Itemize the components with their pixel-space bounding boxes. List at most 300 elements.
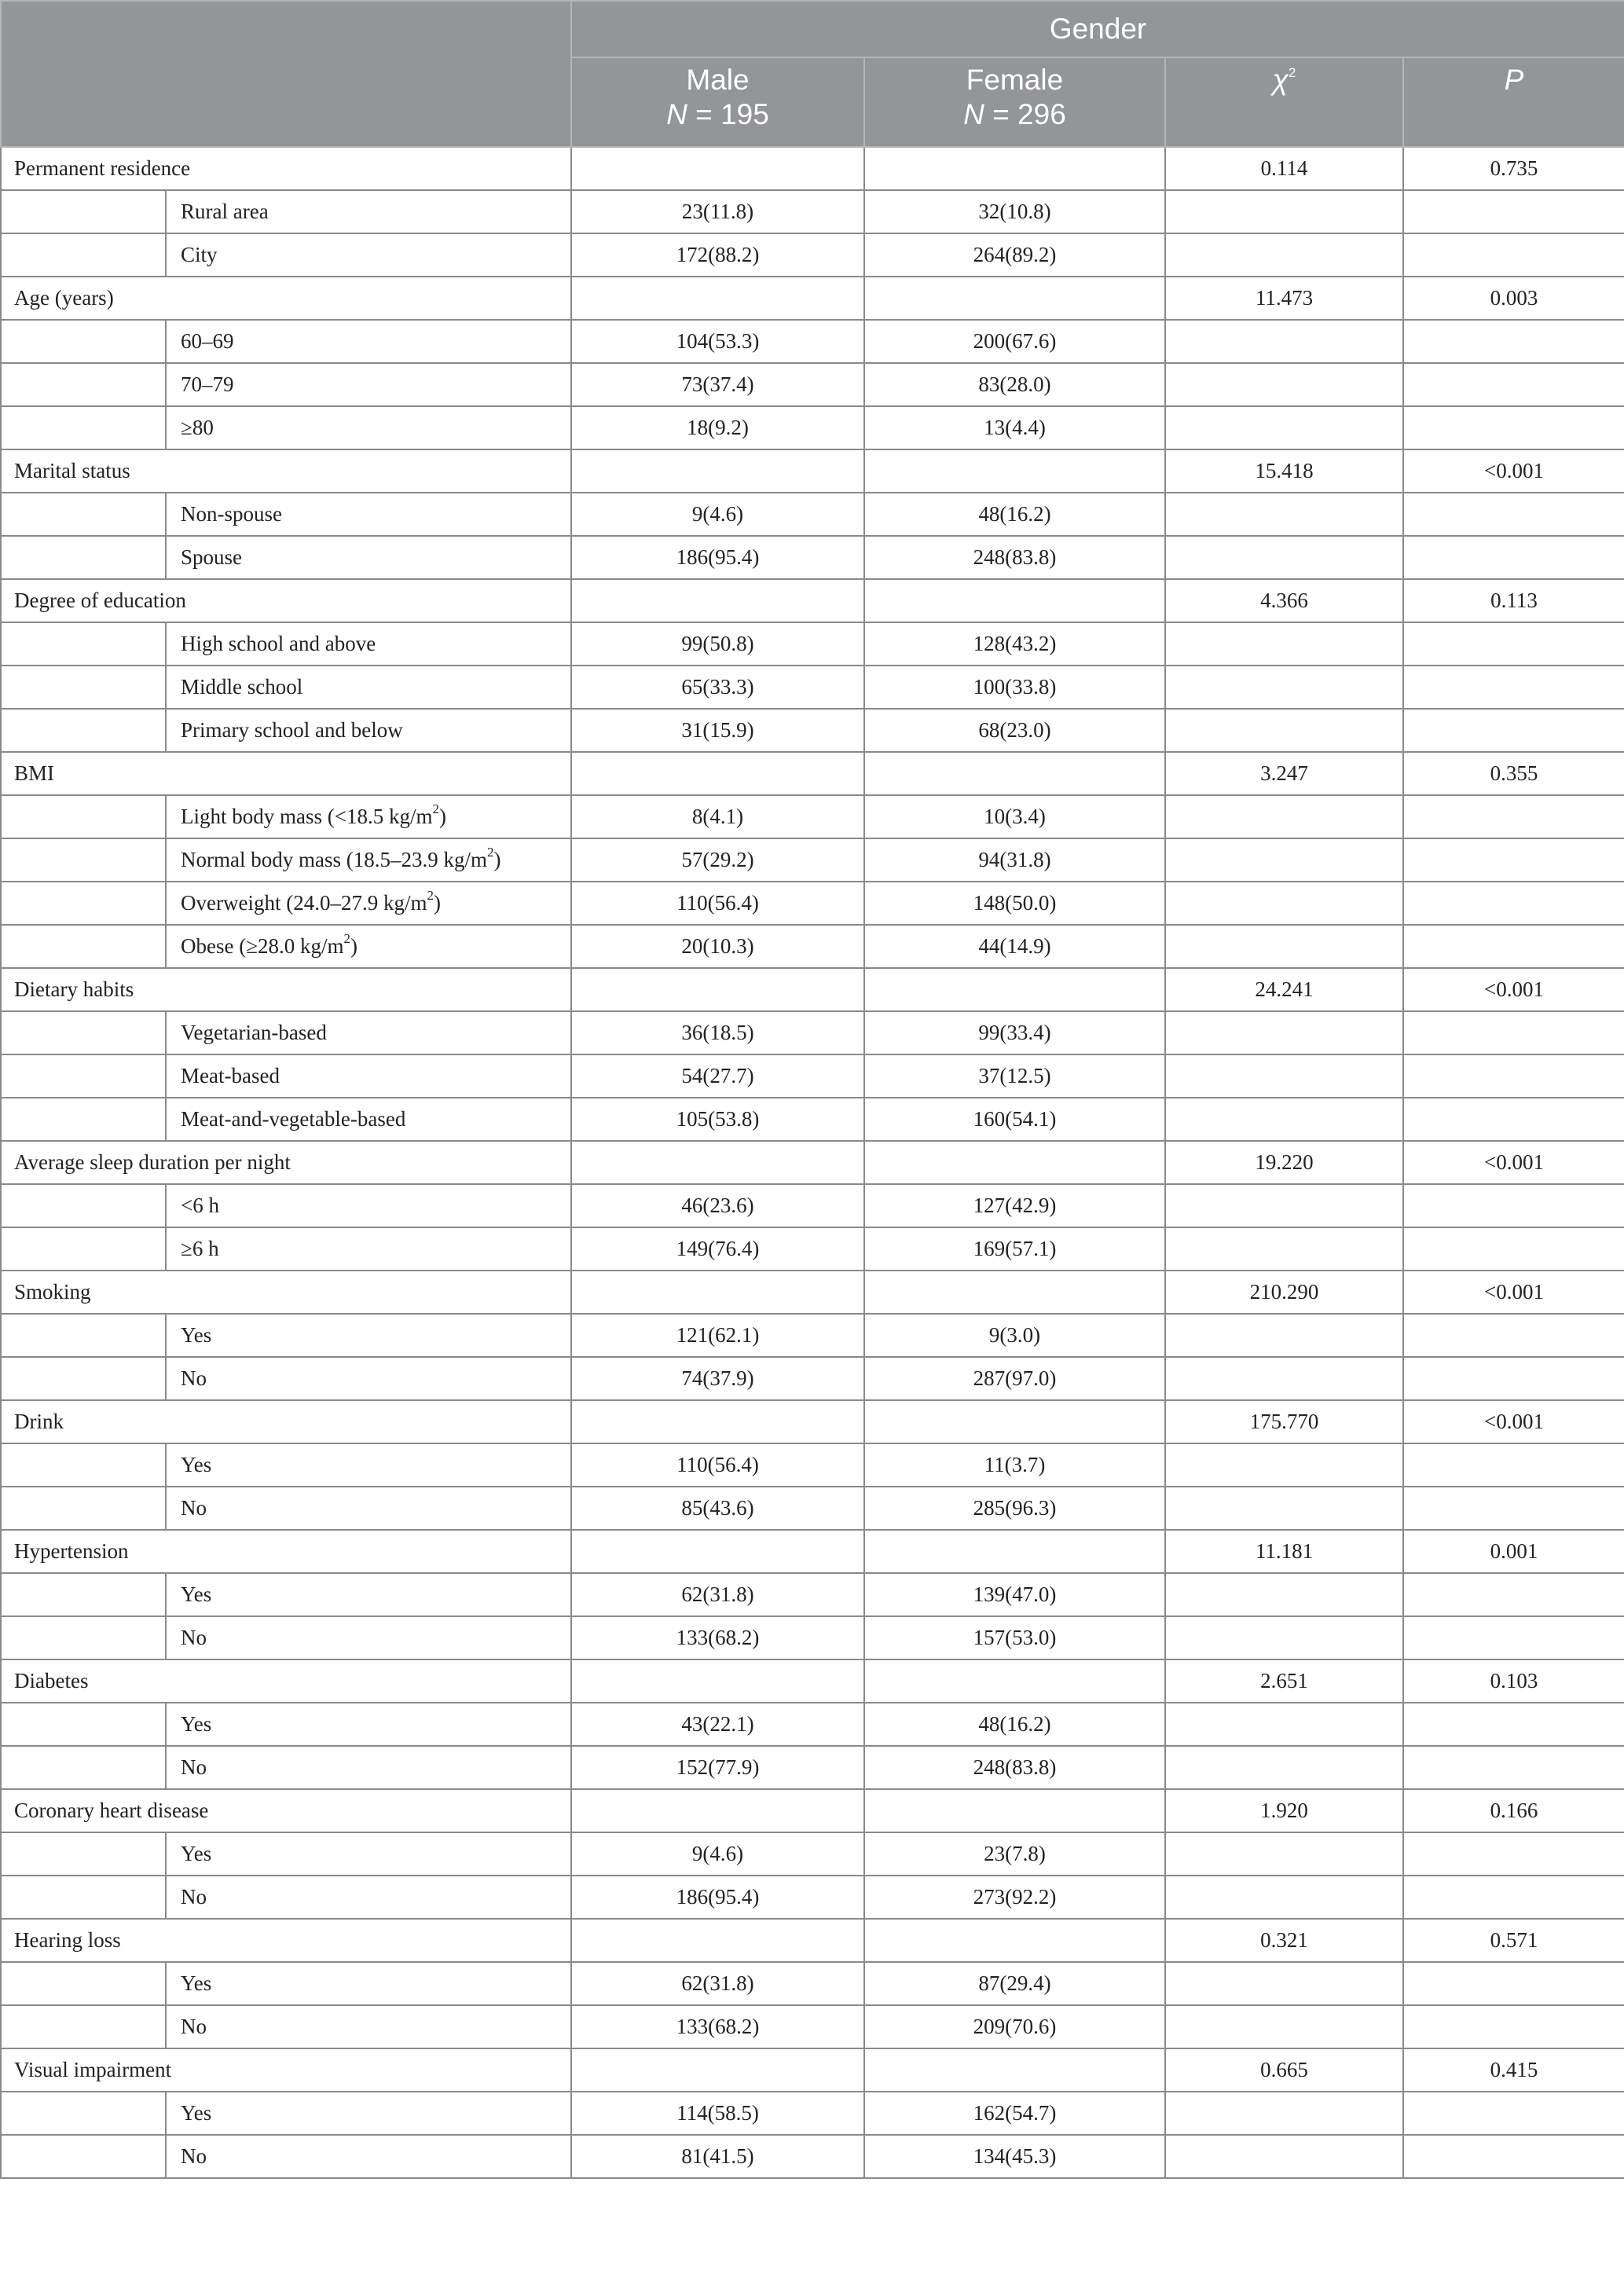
chi-square-value: 210.290 bbox=[1165, 1271, 1403, 1314]
male-count: 85(43.6) bbox=[571, 1487, 864, 1530]
category-label bbox=[166, 1487, 571, 1530]
p-value: <0.001 bbox=[1403, 449, 1624, 493]
chi-square-empty bbox=[1165, 1357, 1403, 1400]
category-row bbox=[1, 363, 1624, 406]
female-count: 87(29.4) bbox=[864, 1962, 1165, 2005]
female-cell-empty bbox=[864, 1141, 1165, 1184]
indent-cell bbox=[1, 1054, 166, 1098]
chi-square-value: 4.366 bbox=[1165, 579, 1403, 622]
p-value: <0.001 bbox=[1403, 1141, 1624, 1184]
female-count: 248(83.8) bbox=[864, 536, 1165, 579]
chi-square-empty bbox=[1165, 1832, 1403, 1876]
indent-cell bbox=[1, 925, 166, 968]
category-label-sup: 2 bbox=[432, 801, 439, 816]
female-count: 273(92.2) bbox=[864, 1876, 1165, 1919]
male-cell-empty bbox=[571, 1530, 864, 1573]
male-cell-empty bbox=[571, 147, 864, 190]
female-count: 37(12.5) bbox=[864, 1054, 1165, 1098]
category-label bbox=[166, 666, 571, 709]
variable-label: Coronary heart disease bbox=[1, 1789, 571, 1832]
category-label-text: 60–69 bbox=[181, 329, 234, 353]
female-count: 48(16.2) bbox=[864, 1703, 1165, 1746]
header-chi-sup: 2 bbox=[1288, 64, 1296, 80]
indent-cell bbox=[1, 1314, 166, 1357]
category-row bbox=[1, 1227, 1624, 1271]
p-value-empty bbox=[1403, 1573, 1624, 1616]
chi-square-empty bbox=[1165, 838, 1403, 882]
category-label-text: Yes bbox=[181, 1582, 212, 1606]
category-label bbox=[166, 1616, 571, 1659]
variable-row bbox=[1, 277, 1624, 320]
category-row bbox=[1, 1962, 1624, 2005]
indent-cell bbox=[1, 1227, 166, 1271]
category-label-text: No bbox=[181, 2144, 207, 2168]
male-count: 23(11.8) bbox=[571, 190, 864, 233]
table-header bbox=[1, 1, 1624, 147]
header-row-group bbox=[1, 1, 1624, 57]
male-cell-empty bbox=[571, 1400, 864, 1443]
male-count: 9(4.6) bbox=[571, 1832, 864, 1876]
p-value-empty bbox=[1403, 2005, 1624, 2048]
p-value-empty bbox=[1403, 1876, 1624, 1919]
chi-square-value: 11.473 bbox=[1165, 277, 1403, 320]
category-label-text: Yes bbox=[181, 1453, 212, 1476]
category-label-sup: 2 bbox=[427, 888, 434, 903]
category-label bbox=[166, 1357, 571, 1400]
female-count: 127(42.9) bbox=[864, 1184, 1165, 1227]
p-value-empty bbox=[1403, 1054, 1624, 1098]
p-value-empty bbox=[1403, 233, 1624, 277]
p-value: 0.113 bbox=[1403, 579, 1624, 622]
p-value-empty bbox=[1403, 493, 1624, 536]
indent-cell bbox=[1, 2092, 166, 2135]
chi-square-value: 19.220 bbox=[1165, 1141, 1403, 1184]
indent-cell bbox=[1, 1443, 166, 1487]
p-value-empty bbox=[1403, 1746, 1624, 1789]
male-cell-empty bbox=[571, 752, 864, 795]
female-count: 128(43.2) bbox=[864, 622, 1165, 666]
category-label bbox=[166, 1184, 571, 1227]
header-blank-cell bbox=[1, 1, 571, 147]
female-cell-empty bbox=[864, 1400, 1165, 1443]
category-label bbox=[166, 838, 571, 882]
category-row bbox=[1, 1314, 1624, 1357]
category-row bbox=[1, 1184, 1624, 1227]
chi-square-value: 15.418 bbox=[1165, 449, 1403, 493]
category-row bbox=[1, 1573, 1624, 1616]
chi-square-empty bbox=[1165, 190, 1403, 233]
chi-square-empty bbox=[1165, 666, 1403, 709]
indent-cell bbox=[1, 795, 166, 838]
p-value-empty bbox=[1403, 1098, 1624, 1141]
female-cell-empty bbox=[864, 449, 1165, 493]
category-label-text: Rural area bbox=[181, 200, 269, 223]
variable-label: Visual impairment bbox=[1, 2048, 571, 2092]
p-value: 0.415 bbox=[1403, 2048, 1624, 2092]
indent-cell bbox=[1, 882, 166, 925]
category-label bbox=[166, 1746, 571, 1789]
p-value: 0.103 bbox=[1403, 1659, 1624, 1703]
variable-label: Smoking bbox=[1, 1271, 571, 1314]
male-cell-empty bbox=[571, 2048, 864, 2092]
variable-label: Drink bbox=[1, 1400, 571, 1443]
category-label-text: High school and above bbox=[181, 632, 376, 655]
category-row bbox=[1, 925, 1624, 968]
male-count: 65(33.3) bbox=[571, 666, 864, 709]
chi-square-empty bbox=[1165, 1573, 1403, 1616]
chi-square-empty bbox=[1165, 925, 1403, 968]
category-row bbox=[1, 190, 1624, 233]
category-label-text: No bbox=[181, 1626, 207, 1649]
indent-cell bbox=[1, 1832, 166, 1876]
female-count: 200(67.6) bbox=[864, 320, 1165, 363]
header-male-n-value: = 195 bbox=[687, 98, 769, 130]
chi-square-empty bbox=[1165, 1487, 1403, 1530]
category-label-text: ≥6 h bbox=[181, 1237, 219, 1260]
variable-label: Age (years) bbox=[1, 277, 571, 320]
indent-cell bbox=[1, 1487, 166, 1530]
male-count: 46(23.6) bbox=[571, 1184, 864, 1227]
category-label-text: Yes bbox=[181, 1323, 212, 1347]
female-cell-empty bbox=[864, 1530, 1165, 1573]
female-cell-empty bbox=[864, 147, 1165, 190]
category-label bbox=[166, 536, 571, 579]
p-value: 0.571 bbox=[1403, 1919, 1624, 1962]
indent-cell bbox=[1, 190, 166, 233]
indent-cell bbox=[1, 622, 166, 666]
indent-cell bbox=[1, 493, 166, 536]
male-count: 152(77.9) bbox=[571, 1746, 864, 1789]
p-value-empty bbox=[1403, 925, 1624, 968]
category-label bbox=[166, 363, 571, 406]
category-row bbox=[1, 666, 1624, 709]
female-count: 248(83.8) bbox=[864, 1746, 1165, 1789]
variable-row bbox=[1, 2048, 1624, 2092]
category-label bbox=[166, 493, 571, 536]
indent-cell bbox=[1, 363, 166, 406]
female-count: 83(28.0) bbox=[864, 363, 1165, 406]
female-count: 162(54.7) bbox=[864, 2092, 1165, 2135]
header-p-label: P bbox=[1504, 64, 1524, 96]
p-value-empty bbox=[1403, 666, 1624, 709]
p-value-empty bbox=[1403, 622, 1624, 666]
female-count: 32(10.8) bbox=[864, 190, 1165, 233]
chi-square-value: 175.770 bbox=[1165, 1400, 1403, 1443]
variable-label: Hearing loss bbox=[1, 1919, 571, 1962]
indent-cell bbox=[1, 1616, 166, 1659]
header-chi-square bbox=[1165, 57, 1403, 147]
category-label-suffix: ) bbox=[350, 934, 358, 958]
female-count: 100(33.8) bbox=[864, 666, 1165, 709]
variable-label: Hypertension bbox=[1, 1530, 571, 1573]
category-label-suffix: ) bbox=[438, 805, 446, 828]
category-label-text: Light body mass (<18.5 kg/m bbox=[181, 805, 433, 828]
female-cell-empty bbox=[864, 579, 1165, 622]
chi-square-value: 1.920 bbox=[1165, 1789, 1403, 1832]
variable-label: Degree of education bbox=[1, 579, 571, 622]
p-value-empty bbox=[1403, 1443, 1624, 1487]
chi-square-empty bbox=[1165, 795, 1403, 838]
female-count: 23(7.8) bbox=[864, 1832, 1165, 1876]
category-label bbox=[166, 1011, 571, 1054]
header-gender: Gender bbox=[571, 1, 1624, 57]
category-label-text: Middle school bbox=[181, 675, 303, 699]
variable-row bbox=[1, 968, 1624, 1011]
p-value: <0.001 bbox=[1403, 1400, 1624, 1443]
male-count: 74(37.9) bbox=[571, 1357, 864, 1400]
category-row bbox=[1, 1487, 1624, 1530]
category-row bbox=[1, 1011, 1624, 1054]
p-value-empty bbox=[1403, 363, 1624, 406]
male-cell-empty bbox=[571, 1789, 864, 1832]
male-count: 99(50.8) bbox=[571, 622, 864, 666]
variable-label: Permanent residence bbox=[1, 147, 571, 190]
category-label-text: Normal body mass (18.5–23.9 kg/m bbox=[181, 848, 487, 871]
category-row bbox=[1, 493, 1624, 536]
male-cell-empty bbox=[571, 968, 864, 1011]
female-count: 44(14.9) bbox=[864, 925, 1165, 968]
chi-square-empty bbox=[1165, 1876, 1403, 1919]
male-cell-empty bbox=[571, 1271, 864, 1314]
male-cell-empty bbox=[571, 449, 864, 493]
variable-row bbox=[1, 1789, 1624, 1832]
indent-cell bbox=[1, 1357, 166, 1400]
header-male bbox=[571, 57, 864, 147]
category-label bbox=[166, 795, 571, 838]
male-count: 81(41.5) bbox=[571, 2135, 864, 2178]
category-row bbox=[1, 2005, 1624, 2048]
p-value-empty bbox=[1403, 406, 1624, 449]
p-value-empty bbox=[1403, 2135, 1624, 2178]
p-value-empty bbox=[1403, 1227, 1624, 1271]
category-row bbox=[1, 1616, 1624, 1659]
male-count: 121(62.1) bbox=[571, 1314, 864, 1357]
category-label-text: No bbox=[181, 2015, 207, 2038]
p-value-empty bbox=[1403, 1832, 1624, 1876]
female-count: 48(16.2) bbox=[864, 493, 1165, 536]
female-count: 209(70.6) bbox=[864, 2005, 1165, 2048]
variable-row bbox=[1, 1271, 1624, 1314]
male-count: 186(95.4) bbox=[571, 536, 864, 579]
indent-cell bbox=[1, 1098, 166, 1141]
chi-square-empty bbox=[1165, 1703, 1403, 1746]
male-count: 31(15.9) bbox=[571, 709, 864, 752]
category-label-text: Meat-based bbox=[181, 1064, 280, 1087]
p-value: 0.355 bbox=[1403, 752, 1624, 795]
female-cell-empty bbox=[864, 752, 1165, 795]
male-cell-empty bbox=[571, 1141, 864, 1184]
category-row bbox=[1, 622, 1624, 666]
indent-cell bbox=[1, 233, 166, 277]
indent-cell bbox=[1, 838, 166, 882]
variable-row bbox=[1, 1530, 1624, 1573]
p-value-empty bbox=[1403, 1011, 1624, 1054]
male-count: 104(53.3) bbox=[571, 320, 864, 363]
chi-square-empty bbox=[1165, 363, 1403, 406]
chi-square-empty bbox=[1165, 1314, 1403, 1357]
category-label bbox=[166, 1443, 571, 1487]
variable-row bbox=[1, 579, 1624, 622]
male-count: 20(10.3) bbox=[571, 925, 864, 968]
category-label bbox=[166, 1054, 571, 1098]
female-count: 157(53.0) bbox=[864, 1616, 1165, 1659]
category-row bbox=[1, 536, 1624, 579]
variable-label: Dietary habits bbox=[1, 968, 571, 1011]
male-count: 36(18.5) bbox=[571, 1011, 864, 1054]
p-value: <0.001 bbox=[1403, 1271, 1624, 1314]
male-count: 54(27.7) bbox=[571, 1054, 864, 1098]
female-count: 139(47.0) bbox=[864, 1573, 1165, 1616]
category-row bbox=[1, 1832, 1624, 1876]
category-label bbox=[166, 1962, 571, 2005]
male-count: 110(56.4) bbox=[571, 1443, 864, 1487]
male-count: 62(31.8) bbox=[571, 1573, 864, 1616]
category-label-suffix: ) bbox=[493, 848, 501, 871]
chi-square-empty bbox=[1165, 1746, 1403, 1789]
p-value-empty bbox=[1403, 1703, 1624, 1746]
category-row bbox=[1, 320, 1624, 363]
p-value-empty bbox=[1403, 709, 1624, 752]
indent-cell bbox=[1, 320, 166, 363]
chi-square-value: 24.241 bbox=[1165, 968, 1403, 1011]
female-count: 11(3.7) bbox=[864, 1443, 1165, 1487]
indent-cell bbox=[1, 1703, 166, 1746]
male-cell-empty bbox=[571, 1919, 864, 1962]
p-value-empty bbox=[1403, 1357, 1624, 1400]
female-count: 94(31.8) bbox=[864, 838, 1165, 882]
female-count: 9(3.0) bbox=[864, 1314, 1165, 1357]
female-count: 10(3.4) bbox=[864, 795, 1165, 838]
category-label-text: Primary school and below bbox=[181, 718, 403, 742]
p-value: 0.001 bbox=[1403, 1530, 1624, 1573]
p-value-empty bbox=[1403, 536, 1624, 579]
female-count: 169(57.1) bbox=[864, 1227, 1165, 1271]
p-value: 0.003 bbox=[1403, 277, 1624, 320]
male-count: 105(53.8) bbox=[571, 1098, 864, 1141]
female-count: 148(50.0) bbox=[864, 882, 1165, 925]
category-label bbox=[166, 882, 571, 925]
category-label-suffix: ) bbox=[433, 891, 441, 915]
category-row bbox=[1, 2092, 1624, 2135]
indent-cell bbox=[1, 536, 166, 579]
category-label-text: ≥80 bbox=[181, 416, 214, 439]
category-row bbox=[1, 1746, 1624, 1789]
category-row bbox=[1, 2135, 1624, 2178]
chi-square-value: 2.651 bbox=[1165, 1659, 1403, 1703]
category-label-text: Vegetarian-based bbox=[181, 1021, 327, 1044]
female-cell-empty bbox=[864, 1659, 1165, 1703]
variable-label: BMI bbox=[1, 752, 571, 795]
category-label bbox=[166, 2092, 571, 2135]
female-count: 285(96.3) bbox=[864, 1487, 1165, 1530]
category-label bbox=[166, 190, 571, 233]
variable-row bbox=[1, 1659, 1624, 1703]
header-female-n-value: = 296 bbox=[984, 98, 1066, 130]
variable-row bbox=[1, 147, 1624, 190]
male-count: 73(37.4) bbox=[571, 363, 864, 406]
category-label-sup: 2 bbox=[486, 845, 494, 860]
p-value-empty bbox=[1403, 1616, 1624, 1659]
chi-square-empty bbox=[1165, 2135, 1403, 2178]
variable-row bbox=[1, 1141, 1624, 1184]
chi-square-empty bbox=[1165, 320, 1403, 363]
category-label-text: Spouse bbox=[181, 545, 243, 569]
category-label bbox=[166, 1573, 571, 1616]
category-label-text: No bbox=[181, 1366, 207, 1390]
category-label bbox=[166, 406, 571, 449]
male-count: 186(95.4) bbox=[571, 1876, 864, 1919]
category-label bbox=[166, 1314, 571, 1357]
table-body bbox=[1, 147, 1624, 2178]
header-male-label: Male bbox=[686, 64, 750, 96]
p-value-empty bbox=[1403, 320, 1624, 363]
indent-cell bbox=[1, 1184, 166, 1227]
indent-cell bbox=[1, 1746, 166, 1789]
category-label-text: No bbox=[181, 1885, 207, 1909]
male-cell-empty bbox=[571, 277, 864, 320]
category-label-text: Overweight (24.0–27.9 kg/m bbox=[181, 891, 427, 915]
category-label-text: City bbox=[181, 243, 218, 266]
male-count: 8(4.1) bbox=[571, 795, 864, 838]
category-label bbox=[166, 1832, 571, 1876]
category-row bbox=[1, 882, 1624, 925]
p-value-empty bbox=[1403, 190, 1624, 233]
variable-row bbox=[1, 1919, 1624, 1962]
category-row bbox=[1, 406, 1624, 449]
female-count: 160(54.1) bbox=[864, 1098, 1165, 1141]
category-row bbox=[1, 709, 1624, 752]
category-row bbox=[1, 1357, 1624, 1400]
category-label-text: Non-spouse bbox=[181, 502, 282, 526]
female-cell-empty bbox=[864, 1919, 1165, 1962]
category-row bbox=[1, 1098, 1624, 1141]
chi-square-empty bbox=[1165, 406, 1403, 449]
chi-square-empty bbox=[1165, 233, 1403, 277]
category-label-text: Yes bbox=[181, 1842, 212, 1865]
chi-square-empty bbox=[1165, 536, 1403, 579]
category-row bbox=[1, 1876, 1624, 1919]
category-label bbox=[166, 925, 571, 968]
category-label bbox=[166, 2005, 571, 2048]
p-value-empty bbox=[1403, 1314, 1624, 1357]
category-row bbox=[1, 1703, 1624, 1746]
p-value-empty bbox=[1403, 795, 1624, 838]
male-cell-empty bbox=[571, 1659, 864, 1703]
chi-square-empty bbox=[1165, 1227, 1403, 1271]
female-cell-empty bbox=[864, 277, 1165, 320]
category-label-text: Yes bbox=[181, 1712, 212, 1736]
chi-square-empty bbox=[1165, 1443, 1403, 1487]
chi-square-value: 0.665 bbox=[1165, 2048, 1403, 2092]
header-female-label: Female bbox=[966, 64, 1064, 96]
header-female-n-label: N bbox=[963, 98, 984, 130]
female-count: 68(23.0) bbox=[864, 709, 1165, 752]
header-chi-symbol: χ bbox=[1272, 64, 1289, 96]
p-value: <0.001 bbox=[1403, 968, 1624, 1011]
p-value-empty bbox=[1403, 1184, 1624, 1227]
category-row bbox=[1, 233, 1624, 277]
male-count: 43(22.1) bbox=[571, 1703, 864, 1746]
indent-cell bbox=[1, 1011, 166, 1054]
chi-square-value: 3.247 bbox=[1165, 752, 1403, 795]
male-cell-empty bbox=[571, 579, 864, 622]
female-count: 134(45.3) bbox=[864, 2135, 1165, 2178]
female-count: 13(4.4) bbox=[864, 406, 1165, 449]
female-count: 99(33.4) bbox=[864, 1011, 1165, 1054]
male-count: 133(68.2) bbox=[571, 2005, 864, 2048]
category-label bbox=[166, 1876, 571, 1919]
indent-cell bbox=[1, 1573, 166, 1616]
